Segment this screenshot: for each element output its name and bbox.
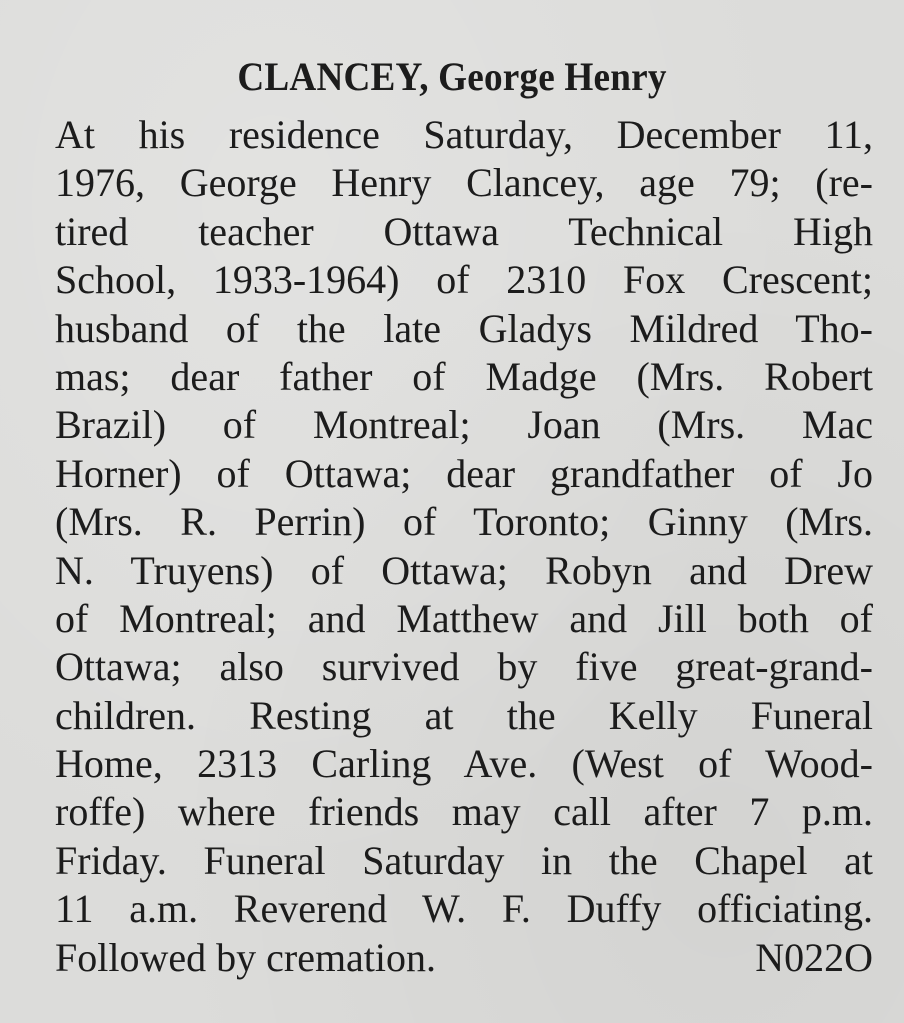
obituary-line-text: Ottawa; also survived by five great-grand-	[55, 644, 873, 690]
obituary-line	[55, 788, 873, 836]
obituary-line	[55, 353, 873, 401]
obituary-line-text: Horner) of Ottawa; dear grandfather of Jo	[55, 450, 873, 496]
obituary-line-text: School, 1933-1964) of 2310 Fox Crescent;	[55, 257, 873, 303]
obituary-line	[55, 837, 873, 885]
obituary-line	[55, 256, 873, 304]
obituary-line-text: Friday. Funeral Saturday in the Chapel at	[55, 837, 873, 883]
obituary-line	[55, 692, 873, 740]
obituary-line	[55, 498, 873, 546]
obituary-line	[55, 401, 873, 449]
obituary-line-text: Home, 2313 Carling Ave. (West of Wood-	[55, 741, 873, 787]
obituary-line-text: roffe) where friends may call after 7 p.m.	[55, 789, 873, 835]
obituary-line-text: children. Resting at the Kelly Funeral	[55, 692, 873, 738]
obituary-line-text: 1976, George Henry Clancey, age 79; (re-	[55, 160, 873, 206]
obituary-body	[55, 111, 873, 982]
obituary-last-line	[55, 934, 873, 982]
obituary-title: CLANCEY, George Henry	[237, 54, 667, 99]
obituary-line	[55, 450, 873, 498]
obituary-line-text: husband of the late Gladys Mildred Tho-	[55, 305, 873, 351]
obituary-line	[55, 159, 873, 207]
obituary-closing-text: Followed by cremation.	[55, 934, 437, 980]
obituary-line-text: mas; dear father of Madge (Mrs. Robert	[55, 353, 873, 399]
obituary-line	[55, 547, 873, 595]
obituary-line	[55, 740, 873, 788]
obituary-line	[55, 208, 873, 256]
obituary-line-text: 11 a.m. Reverend W. F. Duffy officiating.	[55, 886, 873, 932]
obituary-line	[55, 595, 873, 643]
obituary-line	[55, 643, 873, 691]
obituary-line-text: tired teacher Ottawa Technical High	[55, 208, 873, 254]
obituary-line	[55, 885, 873, 933]
obituary-line-text: N. Truyens) of Ottawa; Robyn and Drew	[55, 547, 873, 593]
obituary-line-text: At his residence Saturday, December 11,	[55, 112, 873, 157]
notice-code: N022O	[755, 934, 873, 980]
obituary-line	[55, 305, 873, 353]
obituary-line-text: of Montreal; and Matthew and Jill both of	[55, 595, 873, 641]
obituary-line-text: Brazil) of Montreal; Joan (Mrs. Mac	[55, 402, 873, 448]
obituary-line-text: (Mrs. R. Perrin) of Toronto; Ginny (Mrs.	[55, 499, 873, 545]
obituary-line	[55, 111, 873, 159]
